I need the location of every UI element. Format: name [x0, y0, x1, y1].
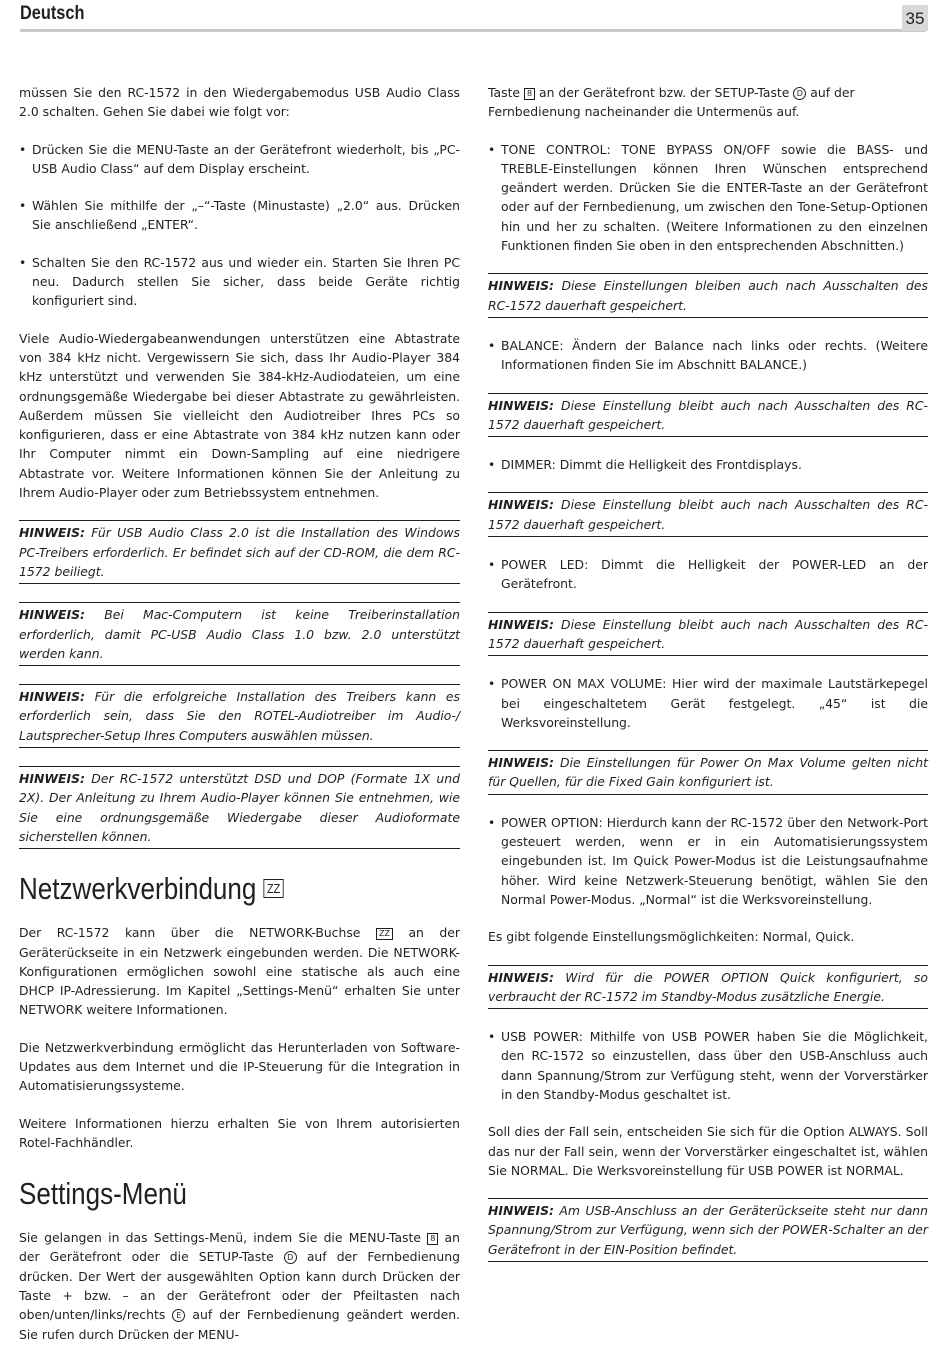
list-item: • POWER ON MAX VOLUME: Hier wird der maximale Lautstärkepegel bei eingeschaltetem Gerät festgelegt. „45“ ist die Werksvoreinstellung. [488, 676, 928, 730]
list-item-text: BALANCE: Ändern der Balance nach links oder rechts. (Weitere Informationen finden Sie im Abschnitt BALANCE.) [501, 337, 928, 373]
note-text: Am USB-Anschluss an der Geräterückseite steht nur dann Spannung/Strom zur Verfügung, wenn sich der POWER-Schalter an der Gerätefront in der EIN-Position befindet. [488, 1203, 928, 1257]
list-item-text: POWER OPTION: Hierdurch kann der RC-1572 über den Network-Port gesteuert werden, wenn er in ein Automatisierungssystem eingebunden ist. Im Quick Power-Modus ist die Leistungsaufnahme höher. Wird keine Netzwerk-Steuerung benötigt, wählen Sie den Normal Power-Modus. „Normal“ ist die Werksvoreinstellung. [501, 814, 928, 907]
note-text: Diese Einstellungen bleiben auch nach Ausschalten des RC-1572 dauerhaft gespeichert. [488, 278, 928, 313]
setup-button-icon: D [793, 87, 806, 100]
paragraph: Sie gelangen in das Settings-Menü, indem Sie die MENU-Taste 8 an der Gerätefront oder die SETUP-Taste D auf der Fernbedienung drücken. Der Wert der ausgewählten Option kann durch Drücken der Taste + bzw. – an der Gerätefront oder der Pfeiltasten nach oben/unten/links/rechts E auf der Fernbedienung geändert werden. Sie rufen durch Drücken der MENU- [19, 1230, 460, 1342]
note-label: HINWEIS: [19, 689, 85, 705]
note-box [19, 602, 460, 666]
list-item: • Schalten Sie den RC-1572 aus und wieder ein. Starten Sie Ihren PC neu. Dadurch stellen Sie sicher, dass beide Geräte richtig konfiguriert sind. [19, 254, 460, 309]
note-text: Diese Einstellung bleibt auch nach Ausschalten des RC-1572 dauerhaft gespeichert. [488, 397, 928, 432]
list-item: • Drücken Sie die MENU-Taste an der Gerätefront wiederholt, bis „PC-USB Audio Class“ auf dem Display erscheint. [19, 141, 460, 176]
note-box [488, 393, 928, 438]
list-item: • USB POWER: Mithilfe von USB POWER haben Sie die Möglichkeit, den RC-1572 so einzustellen, dass über den USB-Anschluss auch dann Spannung/Strom zur Verfügung steht, wenn der Vorverstärker in den Standby-Modus geschaltet ist. [488, 1029, 928, 1102]
list-item-text: POWER ON MAX VOLUME: Hier wird der maximale Lautstärkepegel bei eingeschaltetem Gerät festgelegt. „45“ ist die Werksvoreinstellung. [501, 676, 928, 730]
note-box [488, 750, 928, 795]
arrow-keys-icon: E [172, 1309, 185, 1322]
note-label: HINWEIS: [488, 755, 554, 771]
note-label: HINWEIS: [488, 616, 554, 632]
note-label: HINWEIS: [488, 497, 554, 513]
note-label: HINWEIS: [488, 1203, 554, 1219]
paragraph: müssen Sie den RC-1572 in den Wiedergabemodus USB Audio Class 2.0 schalten. Gehen Sie dabei wie folgt vor: [19, 85, 460, 120]
list-item-text: USB POWER: Mithilfe von USB POWER haben Sie die Möglichkeit, den RC-1572 so einzustellen, dass über den USB-Anschluss auch dann Spannung/Strom zur Verfügung steht, wenn der Vorverstärker in den Standby-Modus geschaltet ist. [501, 1029, 928, 1102]
menu-button-icon: 8 [524, 88, 535, 100]
note-label: HINWEIS: [19, 771, 85, 787]
paragraph: Die Netzwerkverbindung ermöglicht das Herunterladen von Software-Updates aus dem Internet und die IP-Steuerung für die Integration in Automatisierungssysteme. [19, 1039, 460, 1094]
note-text: Für die erfolgreiche Installation des Treibers kann es erforderlich sein, dass Sie den ROTEL-Audiotreiber im Audio-/ Lautsprecher-Setup Ihres Computers auswählen müssen. [19, 689, 460, 743]
note-label: HINWEIS: [19, 607, 85, 623]
list-item: • BALANCE: Ändern der Balance nach links oder rechts. (Weitere Informationen finden Sie im Abschnitt BALANCE.) [488, 337, 928, 373]
list-item: • TONE CONTROL: TONE BYPASS ON/OFF sowie die BASS- und TREBLE-Einstellungen können Ihren Wünschen entsprechend geändert werden. Drücken Sie die ENTER-Taste an der Gerätefront oder auf der Fernbedienung, um zwischen den Tone-Setup-Optionen hin und her zu schalten. (Weitere Informationen zu den einzelnen Funktionen finden Sie oben in den entsprechenden Abschnitten.) [488, 141, 928, 254]
note-box [19, 520, 460, 584]
note-text: Diese Einstellung bleibt auch nach Ausschalten des RC-1572 dauerhaft gespeichert. [488, 497, 928, 532]
list-item-text: Schalten Sie den RC-1572 aus und wieder ein. Starten Sie Ihren PC neu. Dadurch stellen Sie sicher, dass beide Geräte richtig konfiguriert sind. [32, 254, 460, 309]
paragraph: Es gibt folgende Einstellungsmöglichkeiten: Normal, Quick. [488, 929, 855, 945]
right-column [488, 83, 928, 1280]
list-item-text: Drücken Sie die MENU-Taste an der Gerätefront wiederholt, bis „PC-USB Audio Class“ auf dem Display erscheint. [32, 141, 460, 176]
note-box [488, 1198, 928, 1262]
page-number: 35 [902, 5, 928, 31]
list-item-text: DIMMER: Dimmt die Helligkeit des Frontdisplays. [501, 457, 802, 473]
note-box [19, 684, 460, 748]
network-port-icon: ZZ [264, 879, 284, 898]
note-box [488, 965, 928, 1010]
paragraph: Weitere Informationen hierzu erhalten Sie von Ihrem autorisierten Rotel-Fachhändler. [19, 1115, 460, 1150]
note-label: HINWEIS: [488, 278, 554, 294]
header-language: Deutsch [20, 3, 85, 24]
paragraph: Soll dies der Fall sein, entscheiden Sie sich für die Option ALWAYS. Soll das nur der Fall sein, wenn der Vorverstärker eingeschaltet ist, wählen Sie NORMAL. Die Werksvoreinstellung für USB POWER ist NORMAL. [488, 1124, 928, 1178]
list-item: • POWER LED: Dimmt die Helligkeit der POWER-LED an der Gerätefront. [488, 557, 928, 592]
note-label: HINWEIS: [488, 969, 554, 985]
list-item: • DIMMER: Dimmt die Helligkeit des Frontdisplays. [488, 457, 802, 473]
header-rule [20, 29, 926, 32]
list-item: • POWER OPTION: Hierdurch kann der RC-1572 über den Network-Port gesteuert werden, wenn er in ein Automatisierungssystem eingebunden ist. Im Quick Power-Modus ist die Leistungsaufnahme höher. Wird keine Netzwerk-Steuerung benötigt, wählen Sie den Normal Power-Modus. „Normal“ ist die Werksvoreinstellung. [488, 814, 928, 907]
note-label: HINWEIS: [488, 397, 554, 413]
setup-button-icon: D [284, 1251, 297, 1264]
note-text: Für USB Audio Class 2.0 ist die Installation des Windows PC-Treibers erforderlich. Er befindet sich auf der CD-ROM, die dem RC-1572 beiliegt. [19, 525, 460, 579]
note-text: Der RC-1572 unterstützt DSD und DOP (Formate 1X und 2X). Der Anleitung zu Ihrem Audio-Player können Sie entnehmen, wie Sie eine ordnungsgemäße Wiedergabe dieser Audioformate sicherstellen können. [19, 771, 460, 844]
note-box [488, 273, 928, 318]
paragraph: Viele Audio-Wiedergabeanwendungen unterstützen eine Abtastrate von 384 kHz nicht. Vergewissern Sie sich, dass Ihr Audio-Player 384 kHz unterstützt und verwenden Sie 384-kHz-Audiodateien, um eine ordnungsgemäße Wiedergabe bei dieser Abtastrate zu gewährleisten. Außerdem müssen Sie vielleicht den Audiotreiber Ihres PCs so konfigurieren, dass er eine Abtastrate von 384 kHz nutzen kann oder Ihr Computer nimmt ein Down-Sampling auf eine niedrigere Abtastrate vor. Weitere Informationen können Sie der Anleitung zu Ihrem Audio-Player oder zum Betriebssystem entnehmen. [19, 330, 460, 501]
left-column [19, 83, 460, 1362]
section-heading-network: Netzwerkverbindung ZZ [19, 869, 389, 909]
note-text: Wird für die POWER OPTION Quick konfiguriert, so verbraucht der RC-1572 im Standby-Modus zusätzliche Energie. [488, 969, 928, 1004]
note-text: Diese Einstellung bleibt auch nach Ausschalten des RC-1572 dauerhaft gespeichert. [488, 616, 928, 651]
note-box [488, 492, 928, 537]
list-item: • Wählen Sie mithilfe der „–“-Taste (Minustaste) „2.0“ aus. Drücken Sie anschließend „ENTER“. [19, 198, 460, 233]
note-box [19, 766, 460, 849]
network-port-icon: ZZ [376, 928, 393, 940]
list-item-text: TONE CONTROL: TONE BYPASS ON/OFF sowie die BASS- und TREBLE-Einstellungen können Ihren Wünschen entsprechend geändert werden. Drücken Sie die ENTER-Taste an der Gerätefront oder auf der Fernbedienung, um zwischen den Tone-Setup-Optionen hin und her zu schalten. (Weitere Informationen zu den einzelnen Funktionen finden Sie oben in den entsprechenden Abschnitten.) [501, 141, 928, 254]
list-item-text: POWER LED: Dimmt die Helligkeit der POWER-LED an der Gerätefront. [501, 557, 928, 592]
list-item-text: Wählen Sie mithilfe der „–“-Taste (Minustaste) „2.0“ aus. Drücken Sie anschließend „ENTER“. [32, 198, 460, 233]
menu-button-icon: 8 [427, 1233, 438, 1245]
note-text: Bei Mac-Computern ist keine Treiberinstallation erforderlich, damit PC-USB Audio Class 1.0 bzw. 2.0 unterstützt werden kann. [19, 607, 460, 661]
note-text: Die Einstellungen für Power On Max Volume gelten nicht für Quellen, für die Fixed Gain konfiguriert ist. [488, 755, 928, 790]
note-label: HINWEIS: [19, 525, 85, 541]
note-box [488, 612, 928, 657]
paragraph: Der RC-1572 kann über die NETWORK-Buchse ZZ an der Geräterückseite in ein Netzwerk eingebunden werden. Die NETWORK-Konfigurationen ermöglichen sowohl eine statische als auch eine DHCP IP-Adressierung. Im Kapitel „Settings-Menü“ erhalten Sie unter NETWORK weitere Informationen. [19, 925, 461, 1018]
paragraph: Taste 8 an der Gerätefront bzw. der SETUP-Taste D auf der Fernbedienung nacheinander die Untermenüs auf. [488, 85, 855, 120]
section-heading-settings: Settings-Menü [19, 1176, 187, 1212]
